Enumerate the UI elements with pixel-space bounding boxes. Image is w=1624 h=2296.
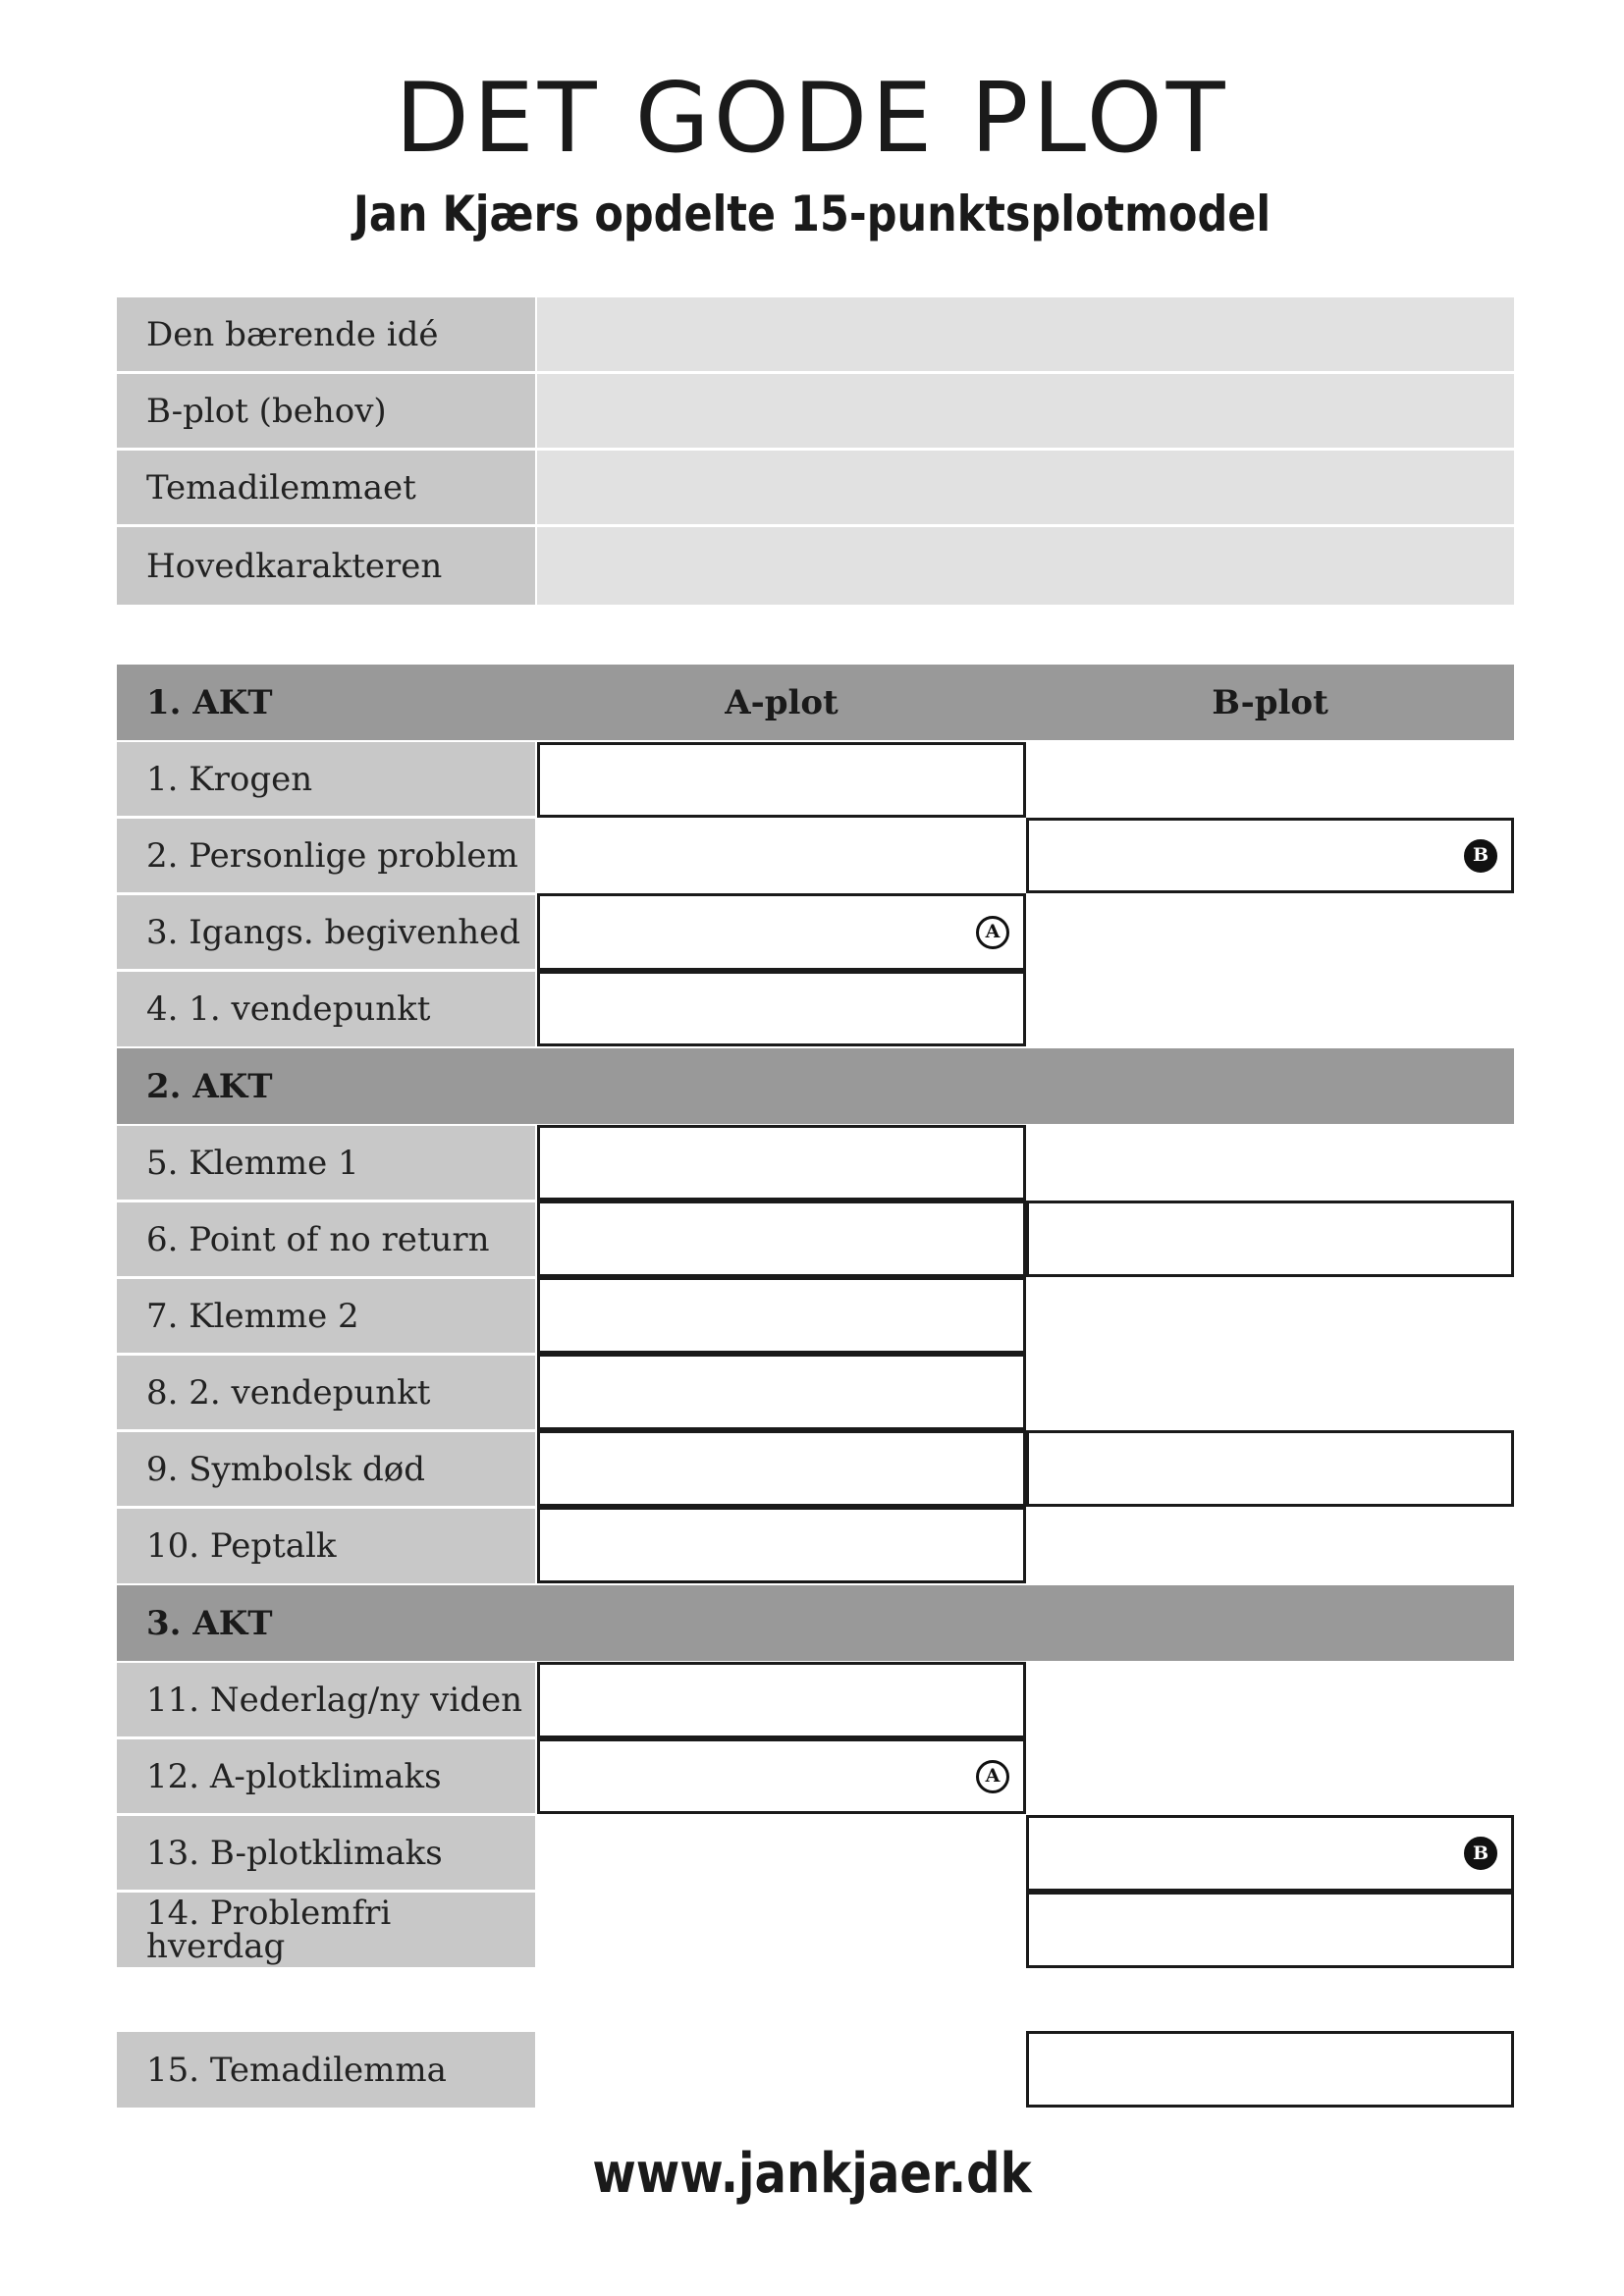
point-1-a-plot-field[interactable] bbox=[537, 742, 1026, 818]
point-6-label: 6. Point of no return bbox=[117, 1202, 535, 1276]
point-2-b-plot-field[interactable] bbox=[1026, 818, 1514, 893]
page-title: DET GODE PLOT bbox=[395, 63, 1229, 175]
point-3-label: 3. Igangs. begivenhed bbox=[117, 895, 535, 969]
intro-field-3[interactable] bbox=[537, 451, 1514, 524]
point-10-a-plot-field[interactable] bbox=[537, 1507, 1026, 1583]
intro-label-4: Hovedkarakteren bbox=[117, 527, 535, 605]
intro-label-1: Den bærende idé bbox=[117, 297, 535, 371]
point-12-label: 12. A-plotklimaks bbox=[117, 1739, 535, 1813]
act-1-header: 1. AKT bbox=[117, 665, 537, 740]
point-4-a-plot-field[interactable] bbox=[537, 971, 1026, 1046]
point-9-b-plot-field[interactable] bbox=[1026, 1430, 1514, 1507]
a-plot-column-header: A-plot bbox=[537, 665, 1026, 740]
point-2-label: 2. Personlige problem bbox=[117, 819, 535, 892]
b-plot-marker-icon: B bbox=[1464, 839, 1497, 873]
point-4-label: 4. 1. vendepunkt bbox=[117, 972, 535, 1046]
intro-field-1[interactable] bbox=[537, 297, 1514, 371]
intro-field-2[interactable] bbox=[537, 374, 1514, 448]
point-12-a-plot-field[interactable] bbox=[537, 1738, 1026, 1814]
point-5-label: 5. Klemme 1 bbox=[117, 1126, 535, 1200]
point-15-label: 15. Temadilemma bbox=[117, 2032, 535, 2108]
point-13-b-plot-field[interactable] bbox=[1026, 1815, 1514, 1892]
b-plot-column-header: B-plot bbox=[1026, 665, 1514, 740]
page-subtitle: Jan Kjærs opdelte 15-punktsplotmodel bbox=[352, 186, 1272, 242]
point-9-label: 9. Symbolsk død bbox=[117, 1432, 535, 1506]
act-2-header: 2. AKT bbox=[117, 1048, 1514, 1124]
point-3-a-plot-field[interactable] bbox=[537, 893, 1026, 971]
intro-label-2: B-plot (behov) bbox=[117, 374, 535, 448]
point-7-a-plot-field[interactable] bbox=[537, 1277, 1026, 1354]
point-8-label: 8. 2. vendepunkt bbox=[117, 1356, 535, 1429]
point-6-a-plot-field[interactable] bbox=[537, 1201, 1026, 1277]
point-14-label: 14. Problemfri hverdag bbox=[117, 1893, 535, 1967]
b-plot-marker-icon: B bbox=[1464, 1837, 1497, 1870]
footer-url: www.jankjaer.dk bbox=[592, 2142, 1032, 2206]
point-11-a-plot-field[interactable] bbox=[537, 1662, 1026, 1738]
point-11-label: 11. Nederlag/ny viden bbox=[117, 1663, 535, 1736]
intro-label-3: Temadilemmaet bbox=[117, 451, 535, 524]
point-9-a-plot-field[interactable] bbox=[537, 1430, 1026, 1507]
point-7-label: 7. Klemme 2 bbox=[117, 1279, 535, 1353]
point-14-b-plot-field[interactable] bbox=[1026, 1892, 1514, 1968]
point-8-a-plot-field[interactable] bbox=[537, 1354, 1026, 1430]
point-13-label: 13. B-plotklimaks bbox=[117, 1816, 535, 1890]
point-10-label: 10. Peptalk bbox=[117, 1509, 535, 1583]
intro-field-4[interactable] bbox=[537, 527, 1514, 605]
a-plot-marker-icon: A bbox=[976, 916, 1009, 949]
point-15-b-plot-field[interactable] bbox=[1026, 2031, 1514, 2108]
point-5-a-plot-field[interactable] bbox=[537, 1125, 1026, 1201]
a-plot-marker-icon: A bbox=[976, 1760, 1009, 1793]
point-6-b-plot-field[interactable] bbox=[1026, 1201, 1514, 1277]
point-1-label: 1. Krogen bbox=[117, 742, 535, 816]
act-3-header: 3. AKT bbox=[117, 1585, 1514, 1661]
